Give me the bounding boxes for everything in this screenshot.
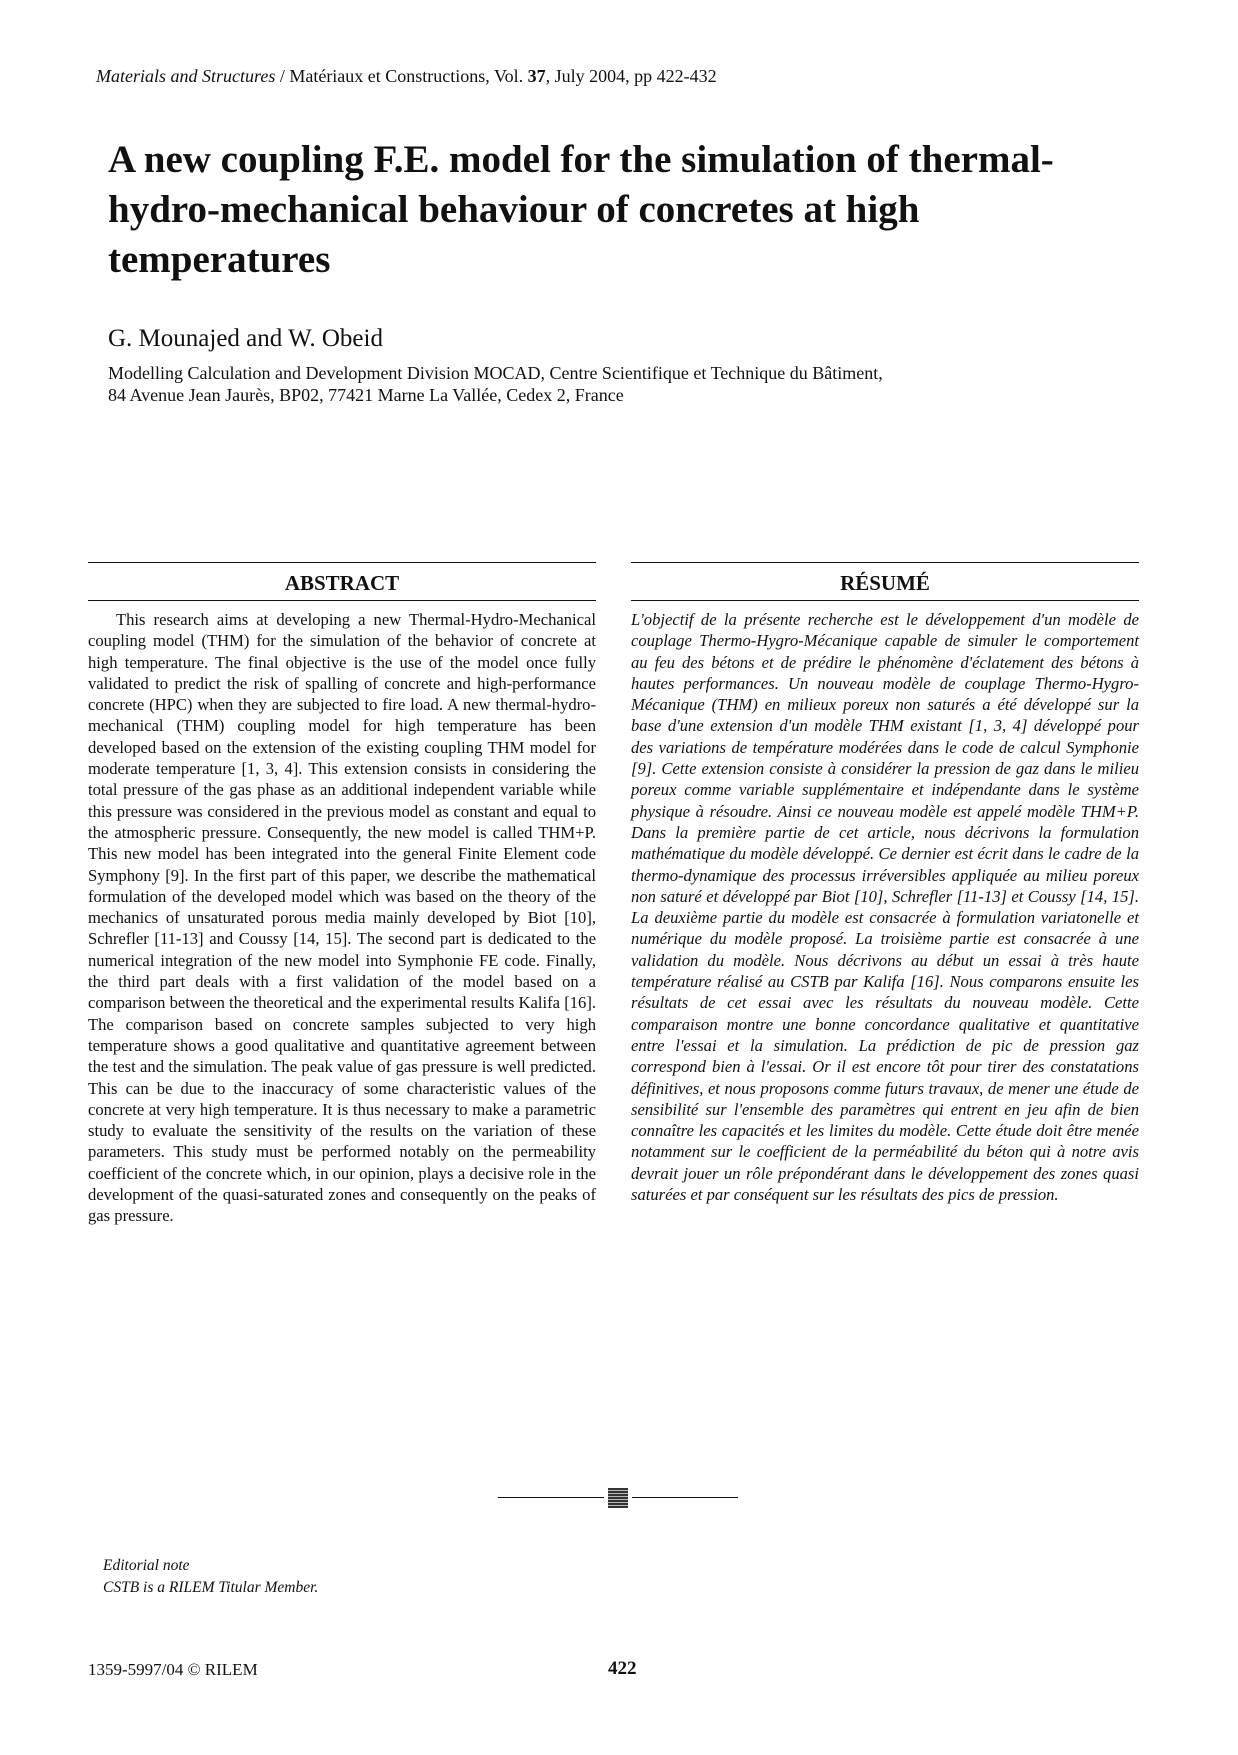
footer-issn: 1359-5997/04 © RILEM <box>88 1660 258 1679</box>
divider-square-icon <box>608 1488 628 1508</box>
abstract-column <box>88 562 596 1227</box>
abstract-text: This research aims at developing a new Thermal-Hydro-Mechanical coupling model (THM) for the simulation of the behavior of concrete at high temperature. The final objective is the use of the model once fully validated to predict the risk of spalling of concrete and high-performance concrete (HPC) when they are subjected to fire load. A new thermal-hydro-mechanical (THM) coupling model for high temperature has been developed based on the extension of the existing coupling THM model for moderate temperature [1, 3, 4]. This extension consists in considering the total pressure of the gas phase as an additional independent variable while this pressure was considered in the previous model as constant and equal to the atmospheric pressure. Consequently, the new model is called THM+P. This new model has been integrated into the general Finite Element code Symphony [9]. In the first part of this paper, we describe the mathematical formulation of the developed model which was based on the theory of the mechanics of unsaturated porous media mainly developed by Biot [10], Schrefler [11-13] and Coussy [14, 15]. The second part is dedicated to the numerical integration of the new model into Symphonie FE code. Finally, the third part deals with a first validation of the model based on a comparison between the theoretical and the experimental results Kalifa [16]. The comparison based on concrete samples subjected to very high temperature shows a good qualitative and quantitative agreement between the test and the simulation. The peak value of gas pressure is well predicted. This can be due to the inaccuracy of some characteristic values of the concrete at very high temperature. It is thus necessary to make a parametric study to evaluate the sensitivity of the results on the variation of these parameters. This study must be performed notably on the permeability coefficient of the concrete which, in our opinion, plays a decisive role in the development of the quasi-saturated zones and consequently on the peaks of gas pressure. <box>88 610 596 1226</box>
section-divider-ornament <box>498 1488 738 1508</box>
editorial-note <box>103 1555 318 1599</box>
journal-volume: 37 <box>527 66 546 86</box>
journal-header <box>96 66 717 87</box>
affiliation <box>108 362 1138 406</box>
divider-line-left <box>498 1497 604 1498</box>
paper-title: A new coupling F.E. model for the simulation of thermal-hydro-mechanical behaviour of concretes at high temperatures <box>108 138 1054 281</box>
journal-details-post: , July 2004, pp 422-432 <box>545 66 717 86</box>
editorial-note-text: CSTB is a RILEM Titular Member. <box>103 1579 319 1596</box>
abstract-heading: ABSTRACT <box>88 563 596 601</box>
resume-text: L'objectif de la présente recherche est le développement d'un modèle de couplage Thermo-Hygro-Mécanique capable de simuler le comportement au feu des bétons et de prédire le phénomène d'éclatement des bétons à hautes performances. Un nouveau modèle de couplage Thermo-Hygro-Mécanique (THM) en milieux poreux non saturés a été développé sur la base d'une extension d'un modèle THM existant [1, 3, 4] développé pour des variations de température modérées dans le code de calcul Symphonie [9]. Cette extension consiste à considérer la pression de gaz dans le milieu poreux comme variable supplémentaire et indépendante dans le système physique à résoudre. Ainsi ce nouveau modèle est appelé modèle THM+P. Dans la première partie de cet article, nous décrivons la formulation mathématique du modèle développé. Ce dernier est écrit dans le cadre de la thermo-dynamique des processus irréversibles appliquée au milieu poreux non saturé et développé par Biot [10], Schrefler [11-13] et Coussy [14, 15]. La deuxième partie du modèle est consacrée à formulation variatonelle et numérique du modèle proposé. La troisième partie est consacrée à une validation du modèle. Nous décrivons au début un essai à très haute température réalisé au CSTB par Kalifa [16]. Nous comparons ensuite les résultats de cet essai avec les résultats du nouveau modèle. Cette comparaison montre une bonne concordance qualitative et quantitative entre l'essai et la simulation. La prédiction de pic de pression gaz correspond bien à l'essai. Or il est encore tôt pour tirer des constatations définitives, et nous proposons comme futurs travaux, de mener une étude de sensibilité sur l'ensemble des paramètres qui entrent en jeu afin de bien connaître les capacités et les limites du modèle. Cette étude doit être menée notamment sur le coefficient de la perméabilité du béton qui à notre avis devrait jouer un rôle prépondérant dans le développement des zones quasi saturées et par conséquent sur les résultats des pics de pression. <box>631 610 1139 1205</box>
journal-details-pre: / Matériaux et Constructions, Vol. <box>275 66 528 86</box>
resume-column <box>631 562 1139 1205</box>
affiliation-line-1: Modelling Calculation and Development Division MOCAD, Centre Scientifique et Technique du Bâtiment, <box>108 363 883 383</box>
divider-line-right <box>632 1497 738 1498</box>
page-number: 422 <box>608 1658 637 1679</box>
journal-name: Materials and Structures <box>96 66 276 86</box>
authors: G. Mounajed and W. Obeid <box>108 325 383 352</box>
resume-heading: RÉSUMÉ <box>631 563 1139 601</box>
affiliation-line-2: 84 Avenue Jean Jaurès, BP02, 77421 Marne La Vallée, Cedex 2, France <box>108 385 624 405</box>
editorial-note-label: Editorial note <box>103 1557 190 1574</box>
